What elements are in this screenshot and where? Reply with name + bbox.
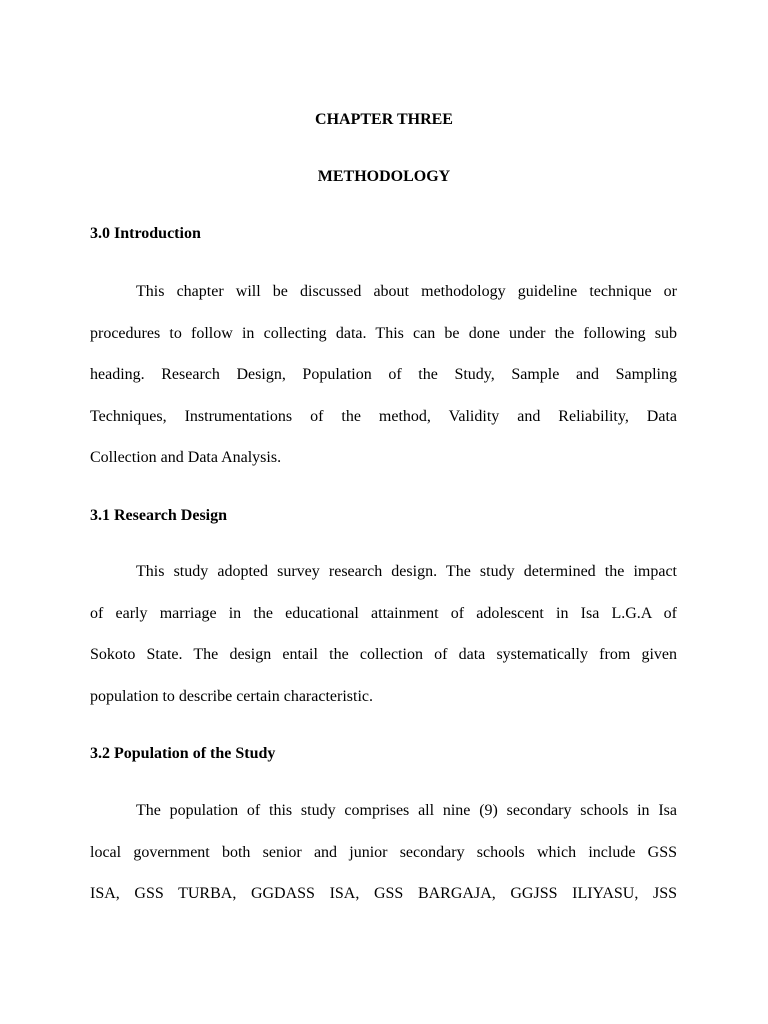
paragraph-line: Sokoto State. The design entail the collection of data systematically from given — [90, 646, 677, 663]
section-paragraph-introduction — [90, 271, 677, 479]
chapter-subtitle: METHODOLOGY — [317, 168, 451, 185]
paragraph-line: Techniques, Instrumentations of the method, Validity and Reliability, Data — [90, 407, 677, 425]
section-heading-research-design: 3.1 Research Design — [90, 507, 228, 524]
paragraph-line: This study adopted survey research design. The study determined the impact — [136, 563, 677, 580]
paragraph-line: local government both senior and junior secondary schools which include GSS — [90, 843, 677, 861]
section-heading-population: 3.2 Population of the Study — [90, 745, 276, 762]
section-paragraph-population — [90, 790, 677, 915]
chapter-title: CHAPTER THREE — [315, 111, 453, 128]
section-heading-introduction: 3.0 Introduction — [90, 225, 201, 242]
paragraph-line: heading. Research Design, Population of the Study, Sample and Sampling — [90, 366, 677, 383]
section-paragraph-research-design — [90, 551, 677, 717]
paragraph-line: population to describe certain characteristic. — [90, 687, 373, 705]
paragraph-line: procedures to follow in collecting data. This can be done under the following sub — [90, 324, 677, 342]
paragraph-line: This chapter will be discussed about methodology guideline technique or — [136, 283, 677, 300]
paragraph-line: ISA, GSS TURBA, GGDASS ISA, GSS BARGAJA, GGJSS ILIYASU, JSS — [90, 885, 677, 902]
paragraph-line: of early marriage in the educational attainment of adolescent in Isa L.G.A of — [90, 604, 677, 622]
paragraph-line: Collection and Data Analysis. — [90, 449, 282, 466]
paragraph-line: The population of this study comprises all nine (9) secondary schools in Isa — [136, 802, 677, 819]
